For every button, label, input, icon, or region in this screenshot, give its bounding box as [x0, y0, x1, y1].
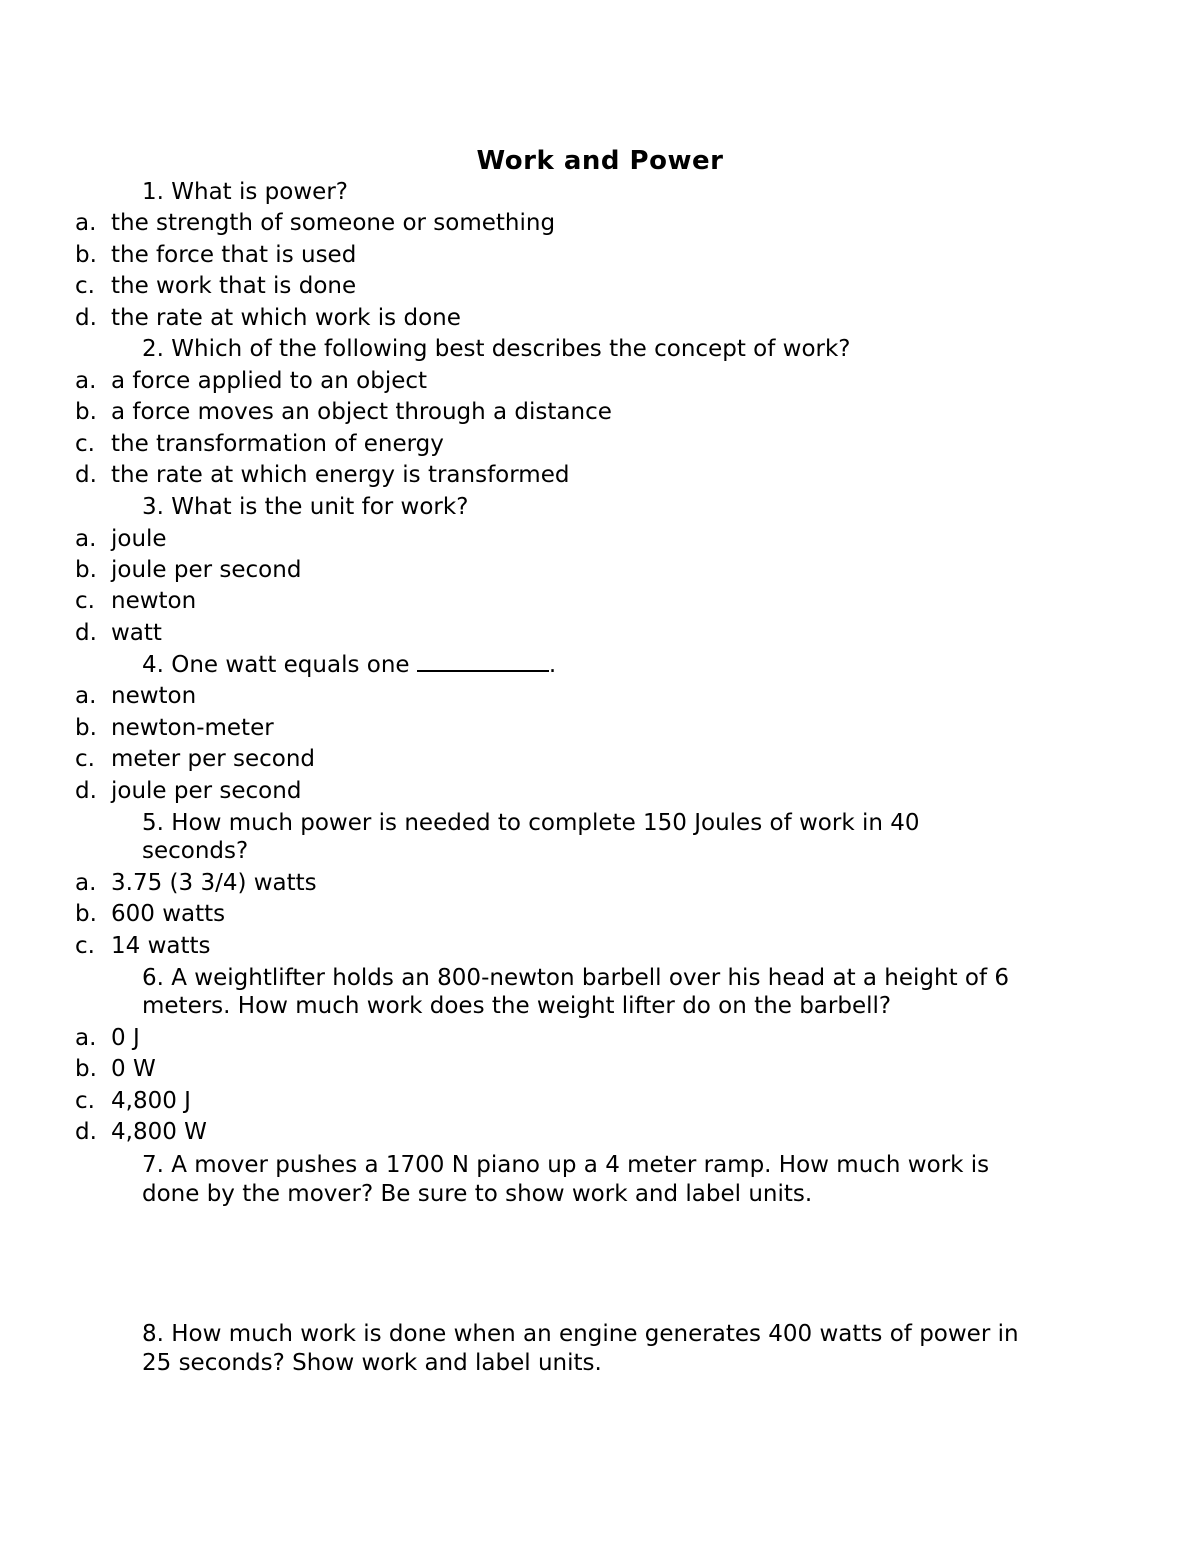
- question-6: 6. A weightlifter holds an 800-newton barbell over his head at a height of 6: [142, 965, 1010, 991]
- q1-option-d: d. the rate at which work is done: [75, 305, 461, 331]
- q2-option-b: b. a force moves an object through a distance: [75, 399, 612, 425]
- question-2: 2. Which of the following best describes the concept of work?: [142, 336, 851, 362]
- question-4: 4. One watt equals one .: [142, 652, 557, 678]
- q3-option-b: b. joule per second: [75, 557, 302, 583]
- question-6-continued: meters. How much work does the weight lifter do on the barbell?: [142, 993, 892, 1019]
- q3-option-c: c. newton: [75, 588, 197, 614]
- question-8: 8. How much work is done when an engine generates 400 watts of power in: [142, 1321, 1019, 1347]
- question-5: 5. How much power is needed to complete 150 Joules of work in 40: [142, 810, 920, 836]
- q3-option-d: d. watt: [75, 620, 162, 646]
- question-8-continued: 25 seconds? Show work and label units.: [142, 1350, 602, 1376]
- q4-option-d: d. joule per second: [75, 778, 302, 804]
- q4-option-c: c. meter per second: [75, 746, 316, 772]
- q1-option-a: a. the strength of someone or something: [75, 210, 556, 236]
- answer-blank: [417, 652, 549, 672]
- q3-option-a: a. joule: [75, 526, 167, 552]
- q1-option-b: b. the force that is used: [75, 242, 357, 268]
- q5-option-a: a. 3.75 (3 3/4) watts: [75, 870, 317, 896]
- question-7-continued: done by the mover? Be sure to show work and label units.: [142, 1181, 813, 1207]
- q2-option-d: d. the rate at which energy is transformed: [75, 462, 570, 488]
- q6-option-b: b. 0 W: [75, 1056, 156, 1082]
- q1-option-c: c. the work that is done: [75, 273, 357, 299]
- q4-option-a: a. newton: [75, 683, 197, 709]
- question-5-continued: seconds?: [142, 838, 249, 864]
- q5-option-b: b. 600 watts: [75, 901, 226, 927]
- question-3: 3. What is the unit for work?: [142, 494, 469, 520]
- q5-option-c: c. 14 watts: [75, 933, 211, 959]
- q2-option-c: c. the transformation of energy: [75, 431, 444, 457]
- q6-option-c: c. 4,800 J: [75, 1088, 191, 1114]
- q2-option-a: a. a force applied to an object: [75, 368, 428, 394]
- question-1: 1. What is power?: [142, 179, 348, 205]
- question-7: 7. A mover pushes a 1700 N piano up a 4 meter ramp. How much work is: [142, 1152, 990, 1178]
- q6-option-a: a. 0 J: [75, 1025, 140, 1051]
- q4-option-b: b. newton-meter: [75, 715, 274, 741]
- page-title: Work and Power: [476, 146, 724, 176]
- q6-option-d: d. 4,800 W: [75, 1119, 207, 1145]
